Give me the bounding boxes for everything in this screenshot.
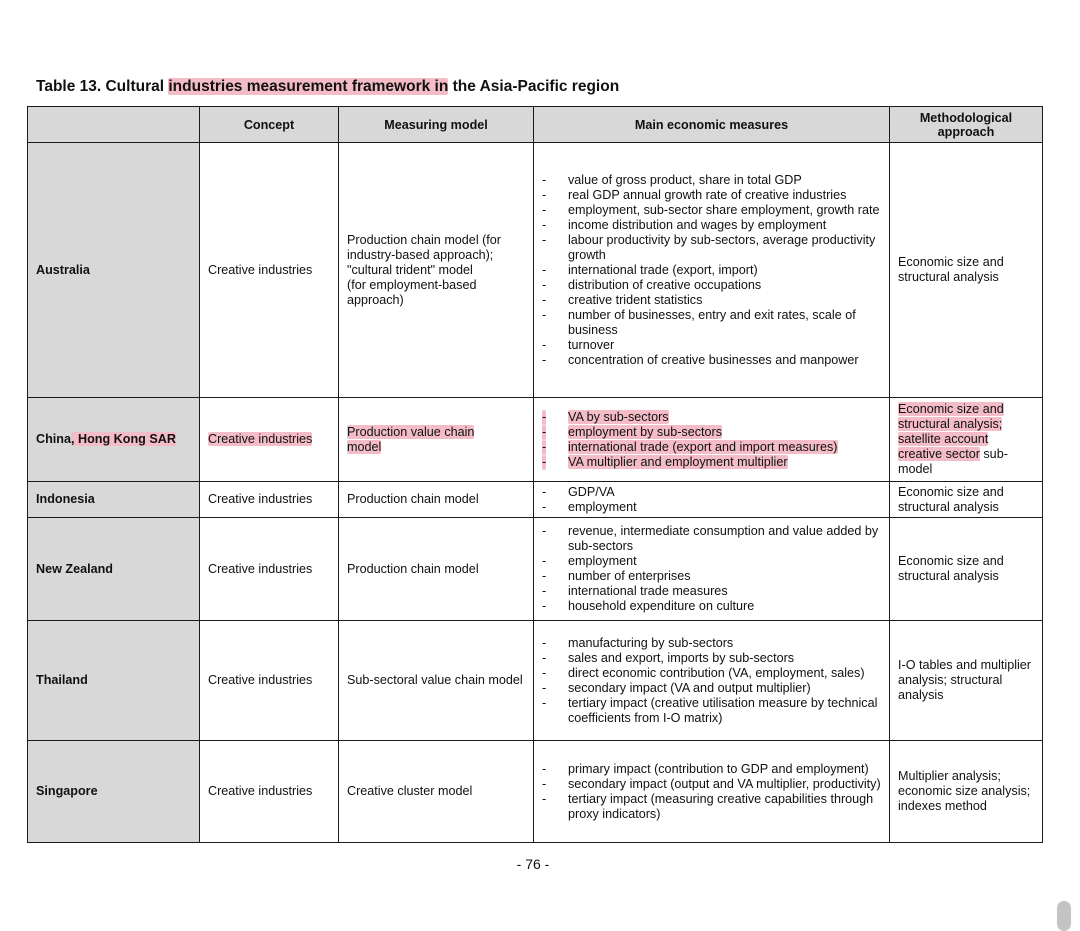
table-row <box>28 741 1043 843</box>
model-line: (for employment-based <box>347 277 477 292</box>
concept-cell: Creative industries <box>200 621 339 741</box>
measure-text: creative trident statistics <box>568 292 703 307</box>
dash-bullet: - <box>542 584 547 598</box>
measure-text: employment, sub-sector share employment, growth rate <box>568 202 880 217</box>
approach-line: satellite account <box>898 432 989 446</box>
dash-bullet: - <box>542 424 547 439</box>
dash-bullet: - <box>542 172 547 187</box>
measures-cell <box>534 518 890 621</box>
approach-cell: Economic size and structural analysis <box>890 143 1043 398</box>
dash-bullet: - <box>542 499 547 514</box>
measure-item <box>542 554 881 569</box>
measuring-model-cell: Production chain model <box>339 482 534 518</box>
header-country <box>28 107 200 143</box>
concept-cell <box>200 398 339 482</box>
measures-cell <box>534 482 890 518</box>
dash-bullet: - <box>542 352 547 367</box>
scrollbar-thumb[interactable] <box>1057 901 1071 931</box>
measure-text: income distribution and wages by employment <box>568 217 827 232</box>
measure-item <box>542 308 881 338</box>
country-highlight: , Hong Kong SAR <box>70 432 176 446</box>
measuring-model-cell: Sub-sectoral value chain model <box>339 621 534 741</box>
approach-cell: Multiplier analysis; economic size analysis; indexes method <box>890 741 1043 843</box>
measure-text: sales and export, imports by sub-sectors <box>568 650 795 665</box>
concept-cell: Creative industries <box>200 143 339 398</box>
dash-bullet: - <box>542 187 547 202</box>
country-cell <box>28 398 200 482</box>
measure-text: primary impact (contribution to GDP and employment) <box>568 761 869 776</box>
country-cell: Australia <box>28 143 200 398</box>
dash-bullet: - <box>542 454 547 469</box>
dash-bullet: - <box>542 262 547 277</box>
measure-item <box>542 651 881 666</box>
dash-bullet: - <box>542 277 547 292</box>
dash-bullet: - <box>542 599 547 613</box>
approach-line: Economic size and <box>898 402 1004 416</box>
measure-text: VA multiplier and employment multiplier <box>568 454 788 469</box>
measure-text: distribution of creative occupations <box>568 277 762 292</box>
measure-item <box>542 762 881 777</box>
measuring-model-cell <box>339 398 534 482</box>
measure-text: value of gross product, share in total GDP <box>568 172 802 187</box>
measure-item <box>542 338 881 353</box>
measure-item <box>542 666 881 681</box>
measure-item <box>542 485 881 500</box>
measure-text: tertiary impact (creative utilisation measure by technical coefficients from I-O matrix) <box>568 695 878 725</box>
dash-bullet: - <box>542 635 547 650</box>
measure-text: employment <box>568 554 637 568</box>
model-line: "cultural trident" model <box>347 262 473 277</box>
measure-item <box>542 263 881 278</box>
table-row <box>28 143 1043 398</box>
measure-item <box>542 353 881 368</box>
header-row <box>28 107 1043 143</box>
measuring-model-cell: Production chain model <box>339 518 534 621</box>
measure-item <box>542 777 881 792</box>
approach-cell <box>890 398 1043 482</box>
country-name: China <box>36 432 71 446</box>
measures-cell <box>534 741 890 843</box>
caption-suffix: the Asia-Pacific region <box>448 78 620 95</box>
concept-highlight: Creative industries <box>208 432 313 446</box>
measure-text: VA by sub-sectors <box>568 409 669 424</box>
measure-text: tertiary impact (measuring creative capabilities through proxy indicators) <box>568 791 874 821</box>
dash-bullet: - <box>542 791 547 806</box>
measure-item <box>542 410 881 425</box>
measure-item <box>542 599 881 614</box>
measuring-model-cell: Creative cluster model <box>339 741 534 843</box>
measure-text: revenue, intermediate consumption and value added by sub-sectors <box>568 524 879 553</box>
table-caption <box>36 78 619 96</box>
dash-bullet: - <box>542 554 547 568</box>
measure-item <box>542 636 881 651</box>
measure-item <box>542 188 881 203</box>
measure-text: number of businesses, entry and exit rates, scale of business <box>568 307 856 337</box>
model-line: approach) <box>347 292 404 307</box>
approach-cell: Economic size and structural analysis <box>890 482 1043 518</box>
dash-bullet: - <box>542 439 547 454</box>
dash-bullet: - <box>542 524 547 538</box>
caption-prefix: Table 13. Cultural <box>36 78 169 95</box>
concept-cell: Creative industries <box>200 741 339 843</box>
dash-bullet: - <box>542 484 547 499</box>
measure-text: direct economic contribution (VA, employment, sales) <box>568 665 865 680</box>
concept-cell: Creative industries <box>200 482 339 518</box>
header-main-economic-measures: Main economic measures <box>534 107 890 143</box>
dash-bullet: - <box>542 232 547 247</box>
header-approach-line: approach <box>937 124 995 139</box>
measure-text: GDP/VA <box>568 484 615 499</box>
measure-text: international trade (export and import measures) <box>568 439 838 454</box>
country-cell: Indonesia <box>28 482 200 518</box>
measure-item <box>542 584 881 599</box>
approach-line: structural analysis; <box>898 417 1003 431</box>
model-line: industry-based approach); <box>347 247 494 262</box>
measure-item <box>542 455 881 470</box>
approach-line: model <box>898 462 933 476</box>
measure-text: employment <box>568 499 637 514</box>
approach-cell: I-O tables and multiplier analysis; structural analysis <box>890 621 1043 741</box>
header-measuring-model: Measuring model <box>339 107 534 143</box>
caption-highlight: industries measurement framework in <box>168 78 449 95</box>
measure-item <box>542 293 881 308</box>
dash-bullet: - <box>542 650 547 665</box>
country-cell: New Zealand <box>28 518 200 621</box>
measure-text: labour productivity by sub-sectors, average productivity growth <box>568 232 876 262</box>
measure-text: employment by sub-sectors <box>568 424 722 439</box>
page-number: - 76 - <box>516 856 550 872</box>
measure-text: manufacturing by sub-sectors <box>568 635 734 650</box>
measure-item <box>542 524 881 554</box>
model-line: Production value chain <box>347 424 475 439</box>
dash-bullet: - <box>542 776 547 791</box>
dash-bullet: - <box>542 569 547 583</box>
measure-text: international trade measures <box>568 584 728 598</box>
approach-line: creative sector <box>898 447 980 461</box>
measure-item <box>542 233 881 263</box>
measure-text: secondary impact (VA and output multiplier) <box>568 680 811 695</box>
dash-bullet: - <box>542 409 547 424</box>
header-methodological-approach <box>890 107 1043 143</box>
measure-text: real GDP annual growth rate of creative industries <box>568 187 847 202</box>
dash-bullet: - <box>542 292 547 307</box>
framework-table <box>27 106 1043 843</box>
measures-cell <box>534 398 890 482</box>
measures-cell <box>534 143 890 398</box>
measure-text: number of enterprises <box>568 569 691 583</box>
measure-text: household expenditure on culture <box>568 599 755 613</box>
approach-line: sub- <box>979 447 1008 461</box>
measure-text: secondary impact (output and VA multiplier, productivity) <box>568 776 881 791</box>
dash-bullet: - <box>542 337 547 352</box>
measure-text: international trade (export, import) <box>568 262 758 277</box>
measure-item <box>542 203 881 218</box>
measure-item <box>542 440 881 455</box>
measure-item <box>542 696 881 726</box>
model-line: Production chain model (for <box>347 232 502 247</box>
table-row <box>28 621 1043 741</box>
dash-bullet: - <box>542 761 547 776</box>
dash-bullet: - <box>542 307 547 322</box>
table-row <box>28 482 1043 518</box>
dash-bullet: - <box>542 665 547 680</box>
measure-item <box>542 681 881 696</box>
measure-item <box>542 569 881 584</box>
measure-item <box>542 218 881 233</box>
table-row <box>28 398 1043 482</box>
header-approach-line: Methodological <box>919 110 1013 125</box>
measure-item <box>542 425 881 440</box>
measure-item <box>542 173 881 188</box>
dash-bullet: - <box>542 217 547 232</box>
measure-text: turnover <box>568 337 615 352</box>
dash-bullet: - <box>542 695 547 710</box>
country-cell: Singapore <box>28 741 200 843</box>
measures-cell <box>534 621 890 741</box>
measure-item <box>542 500 881 515</box>
table-row <box>28 518 1043 621</box>
approach-cell: Economic size and structural analysis <box>890 518 1043 621</box>
model-line: model <box>347 439 382 454</box>
measuring-model-cell <box>339 143 534 398</box>
header-concept: Concept <box>200 107 339 143</box>
concept-cell: Creative industries <box>200 518 339 621</box>
dash-bullet: - <box>542 680 547 695</box>
measure-item <box>542 278 881 293</box>
measure-text: concentration of creative businesses and manpower <box>568 352 859 367</box>
dash-bullet: - <box>542 202 547 217</box>
measure-item <box>542 792 881 822</box>
country-cell: Thailand <box>28 621 200 741</box>
